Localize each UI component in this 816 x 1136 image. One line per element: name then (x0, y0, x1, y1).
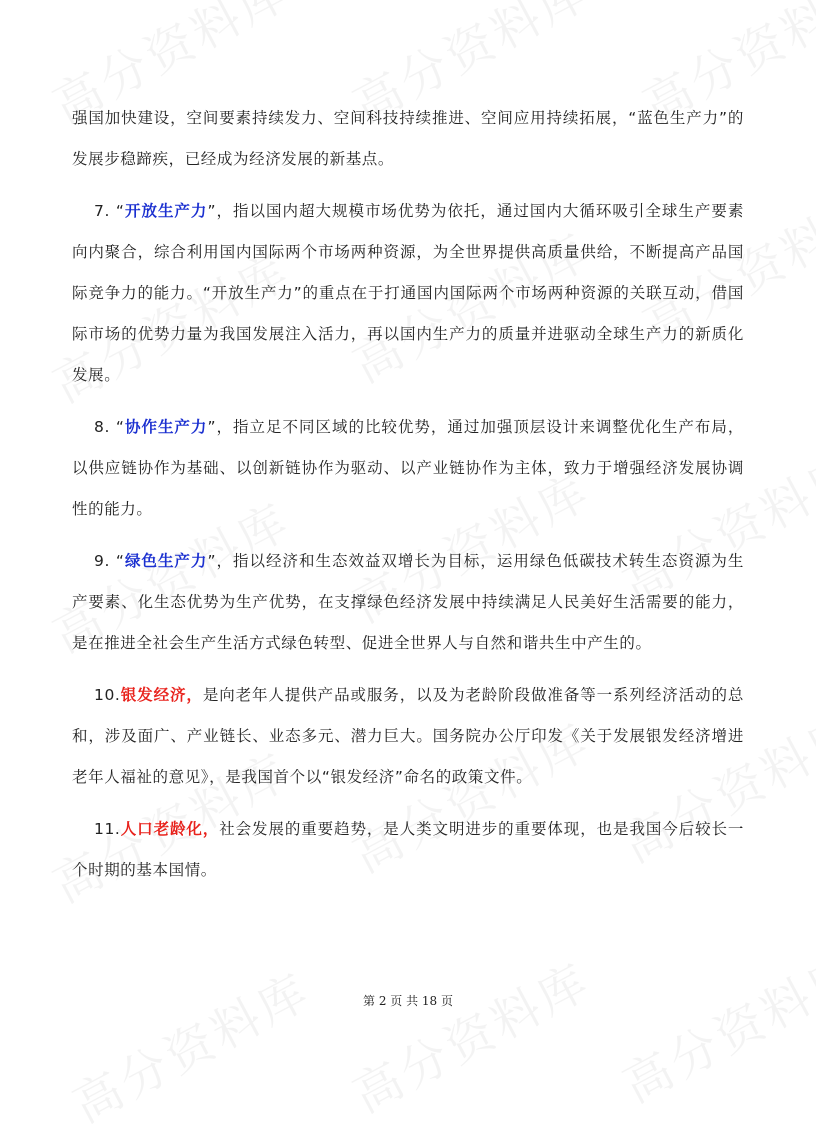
paragraph-text: ”，指以经济和生态效益双增长为目标，运用绿色低碳技术转生态资源为生产要素、化生态优势为生产优势，在支撑绿色经济发展中持续满足人民美好生活需要的能力，是在推进全社会生产生活方式绿色转型、促进全世界人与自然和谐共生中产生的。 (72, 552, 744, 652)
paragraph-collaborative-productivity (72, 407, 744, 530)
document-body (72, 98, 744, 891)
page-number: 第 2 页 共 18 页 (363, 994, 453, 1008)
watermark (339, 943, 601, 1126)
paragraph-text: ”，指立足不同区域的比较优势，通过加强顶层设计来调整优化生产布局，以供应链协作为基础、以创新链协作为驱动、以产业链协作为主体，致力于增强经济发展协调性的能力。 (72, 418, 744, 518)
term-silver-economy: 银发经济， (120, 686, 203, 704)
paragraph-open-productivity (72, 191, 744, 396)
paragraph-green-productivity (72, 541, 744, 664)
item-number: 7. “ (94, 202, 125, 220)
term-green-productivity: 绿色生产力 (124, 552, 208, 570)
item-number: 8. “ (94, 418, 125, 436)
paragraph-text: 是向老年人提供产品或服务，以及为老龄阶段做准备等一系列经济活动的总和，涉及面广、产业链长、业态多元、潜力巨大。国务院办公厅印发《关于发展银发经济增进老年人福祉的意见》，是我国首个以“银发经济”命名的政策文件。 (72, 686, 744, 786)
page-footer (0, 992, 816, 1009)
term-collaborative-productivity: 协作生产力 (124, 418, 208, 436)
term-open-productivity: 开放生产力 (124, 202, 208, 220)
paragraph-text: ”，指以国内超大规模市场优势为依托，通过国内大循环吸引全球生产要素向内聚合，综合利用国内国际两个市场两种资源，为全世界提供高质量供给，不断提高产品国际竞争力的能力。“开放生产力”的重点在于打通国内国际两个市场两种资源的关联互动，借国际市场的优势力量为我国发展注入活力，再以国内生产力的质量并进驱动全球生产力的新质化发展。 (72, 202, 744, 384)
paragraph-silver-economy (72, 675, 744, 798)
paragraph-text: 社会发展的重要趋势，是人类文明进步的重要体现，也是我国今后较长一个时期的基本国情。 (72, 820, 744, 879)
item-number: 10. (94, 686, 121, 704)
paragraph-text: 强国加快建设，空间要素持续发力、空间科技持续推进、空间应用持续拓展，“蓝色生产力”的发展步稳蹄疾，已经成为经济发展的新基点。 (72, 109, 744, 168)
watermark (609, 933, 816, 1116)
watermark (59, 953, 321, 1136)
paragraph-blue-productivity-continued (72, 98, 744, 180)
item-number: 11. (94, 820, 121, 838)
term-population-aging: 人口老龄化， (120, 820, 220, 838)
paragraph-population-aging (72, 809, 744, 891)
item-number: 9. “ (94, 552, 125, 570)
